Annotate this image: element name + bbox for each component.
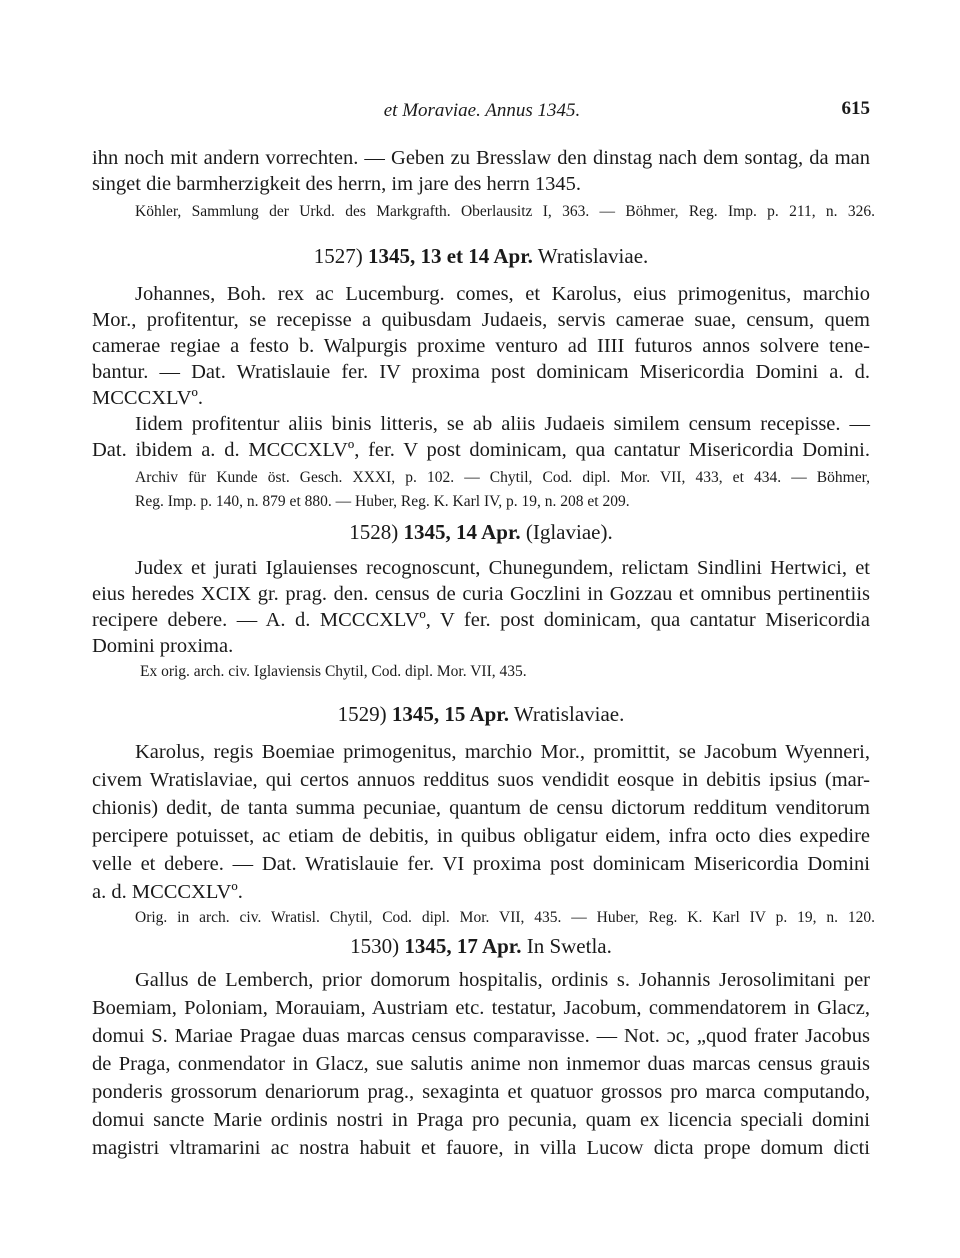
- entry-number: 1528): [349, 520, 399, 544]
- entry-body-line: civem Wratislaviae, qui certos annuos redditus suos vendidit eosque in debitis ipsius (mar-: [92, 769, 870, 791]
- intro-line: singet die barmherzigkeit des herrn, im jare des herrn 1345.: [92, 173, 581, 195]
- entry-source-line: Ex orig. arch. civ. Iglaviensis Chytil, Cod. dipl. Mor. VII, 435.: [140, 663, 527, 680]
- entry-body-line: magistri vltramarini ac nostra habuit et fauore, in villa Lucow dicta prope domum dicti: [92, 1137, 870, 1159]
- entry-heading: [92, 702, 870, 726]
- entry-heading: [92, 934, 870, 958]
- entry-body-line: recipere debere. — A. d. MCCCXLVº, V fer. post dominicam, qua cantatur Misericordia: [92, 609, 870, 631]
- entry-body-line: Domini proxima.: [92, 635, 234, 657]
- entry-body-line: de Praga, conmendator in Glacz, sue salutis anime non inmemor duas marcas census grauis: [92, 1053, 870, 1075]
- entry-number: 1527): [313, 244, 363, 268]
- entry-place: (Iglaviae).: [525, 520, 613, 544]
- page-number: 615: [841, 98, 870, 119]
- intro-source: Köhler, Sammlung der Urkd. des Markgrafth. Oberlausitz I, 363. — Böhmer, Reg. Imp. p. 211, n. 326.: [135, 203, 875, 220]
- entry-body-line: domui sancte Marie ordinis nostri in Praga pro pecunia, quam ex licencia speciali domini: [92, 1109, 870, 1131]
- entry-body-line: chionis) dedit, de tanta summa pecuniae, quantum de censu dictorum redditum venditorum: [92, 797, 870, 819]
- entry-body-line: Johannes, Boh. rex ac Lucemburg. comes, et Karolus, eius primogenitus, marchio: [135, 283, 870, 305]
- entry-place: In Swetla.: [526, 934, 612, 958]
- entry-body-line: Dat. ibidem a. d. MCCCXLVº, fer. V post dominicam, qua cantatur Misericordia Domini.: [92, 439, 870, 461]
- entry-body-line: ponderis grossorum denariorum prag., sexaginta et quatuor grossos pro marca computando,: [92, 1081, 870, 1103]
- entry-body-line: camerae regiae a festo b. Walpurgis proxime venturo ad IIII futuros annos solvere tene-: [92, 335, 870, 357]
- entry-source-line: Orig. in arch. civ. Wratisl. Chytil, Cod. dipl. Mor. VII, 435. — Huber, Reg. K. Karl IV p. 19, n. 120.: [135, 909, 875, 926]
- entry-body-line: domui S. Mariae Pragae duas marcas census comparavisse. — Not. ɔc, „quod frater Jacobus: [92, 1025, 870, 1047]
- entry-body-line: eius heredes XCIX gr. prag. den. census de curia Goczlini in Gozzau et omnibus pertinentiis: [92, 583, 870, 605]
- entry-number: 1530): [350, 934, 400, 958]
- entry-body-line: velle et debere. — Dat. Wratislauie fer. VI proxima post dominicam Misericordia Domini: [92, 853, 870, 875]
- running-title: et Moraviae. Annus 1345.: [383, 100, 581, 121]
- entry-number: 1529): [337, 702, 387, 726]
- entry-place: Wratislaviae.: [537, 244, 649, 268]
- entry-body-line: Judex et jurati Iglauienses recognoscunt, Chunegundem, relictam Sindlini Hertwici, et: [135, 557, 870, 579]
- entry-place: Wratislaviae.: [513, 702, 625, 726]
- page-header: [92, 100, 872, 126]
- entry-body-line: bantur. — Dat. Wratislauie fer. IV proxima post dominicam Misericordia Domini a. d.: [92, 361, 870, 383]
- intro-line: ihn noch mit andern vorrechten. — Geben zu Bresslaw den dinstag nach dem sontag, da man: [92, 147, 870, 169]
- entry-date: 1345, 15 Apr.: [391, 702, 509, 726]
- entry-body-line: Gallus de Lemberch, prior domorum hospitalis, ordinis s. Johannis Jerosolimitani per: [135, 969, 870, 991]
- entry-body-line: Boemiam, Poloniam, Morauiam, Austriam etc. testatur, Jacobum, commendatorem in Glacz,: [92, 997, 870, 1019]
- entry-source-line: Reg. Imp. p. 140, n. 879 et 880. — Huber, Reg. K. Karl IV, p. 19, n. 208 et 209.: [135, 493, 630, 510]
- entry-date: 1345, 17 Apr.: [404, 934, 522, 958]
- entry-heading: [92, 244, 870, 268]
- entry-body-line: Iidem profitentur aliis binis litteris, se ab aliis Judaeis similem censum recepisse. —: [135, 413, 870, 435]
- entry-body-line: Mor., profitentur, se recepisse a quibusdam Judaeis, servis camerae suae, censum, quem: [92, 309, 870, 331]
- entry-date: 1345, 14 Apr.: [403, 520, 521, 544]
- entry-date: 1345, 13 et 14 Apr.: [367, 244, 533, 268]
- entry-source-line: Archiv für Kunde öst. Gesch. XXXI, p. 102. — Chytil, Cod. dipl. Mor. VII, 433, et 434. — Böhmer,: [135, 469, 870, 486]
- entry-body-line: a. d. MCCCXLVº.: [92, 881, 243, 903]
- entry-body-line: percipere potuisset, ac etiam de debitis, in quibus obligatur eidem, infra octo dies expedire: [92, 825, 870, 847]
- entry-body-line: MCCCXLVº.: [92, 387, 203, 409]
- entry-heading: [92, 520, 870, 544]
- entry-body-line: Karolus, regis Boemiae primogenitus, marchio Mor., promittit, se Jacobum Wyenneri,: [135, 741, 870, 763]
